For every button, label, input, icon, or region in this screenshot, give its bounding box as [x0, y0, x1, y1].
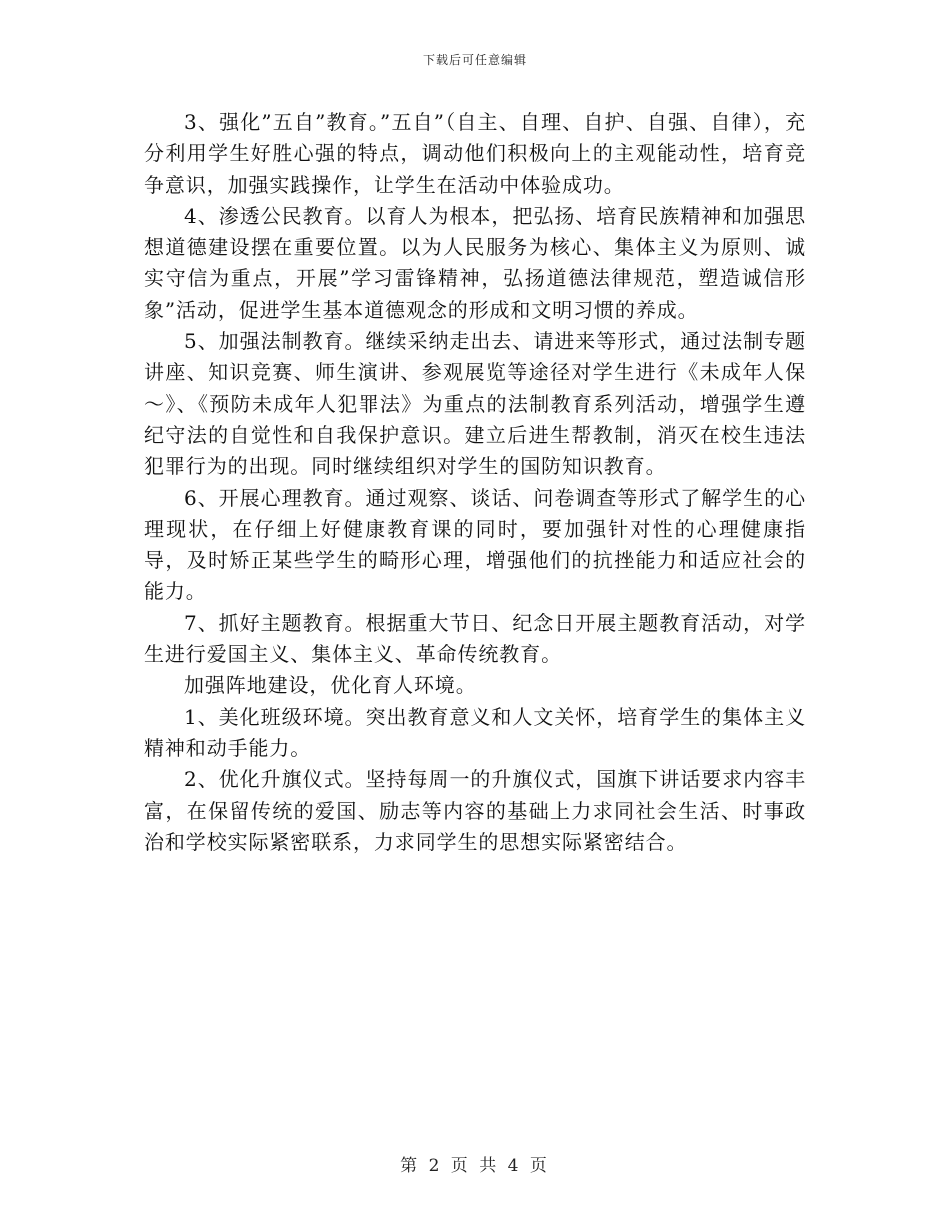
- paragraph-civic-education: 4、渗透公民教育。以育人为根本，把弘扬、培育民族精神和加强思想道德建设摆在重要位置。以为人民服务为核心、集体主义为原则、诚实守信为重点，开展”学习雷锋精神，弘扬道德法律规范，塑造诚信形象”活动，促进学生基本道德观念的形成和文明习惯的养成。: [144, 203, 806, 322]
- document-body: [144, 107, 806, 858]
- paragraph-theme-education: 7、抓好主题教育。根据重大节日、纪念日开展主题教育活动，对学生进行爱国主义、集体主义、革命传统教育。: [144, 610, 806, 667]
- paragraph-legal-education: 5、加强法制教育。继续采纳走出去、请进来等形式，通过法制专题讲座、知识竞赛、师生演讲、参观展览等途径对学生进行《未成年人保～》、《预防未成年人犯罪法》为重点的法制教育系列活动，增强学生遵纪守法的自觉性和自我保护意识。建立后进生帮教制，消灭在校生违法犯罪行为的出现。同时继续组织对学生的国防知识教育。: [144, 329, 806, 479]
- page-header: 下载后可任意编辑: [422, 53, 527, 67]
- paragraph-five-self-education: 3、强化”五自”教育。”五自”（自主、自理、自护、自强、自律），充分利用学生好胜心强的特点，调动他们积极向上的主观能动性，培育竞争意识，加强实践操作，让学生在活动中体验成功。: [144, 110, 806, 197]
- paragraph-flag-ceremony: 2、优化升旗仪式。坚持每周一的升旗仪式，国旗下讲话要求内容丰富，在保留传统的爱国、励志等内容的基础上力求同社会生活、时事政治和学校实际紧密联系，力求同学生的思想实际紧密结合。: [144, 767, 806, 854]
- paragraph-class-environment: 1、美化班级环境。突出教育意义和人文关怀，培育学生的集体主义精神和动手能力。: [144, 704, 806, 760]
- paragraph-psychological-education: 6、开展心理教育。通过观察、谈话、问卷调查等形式了解学生的心理现状，在仔细上好健康教育课的同时，要加强针对性的心理健康指导，及时矫正某些学生的畸形心理，增强他们的抗挫能力和适应社会的能力。: [144, 485, 806, 604]
- page-number-footer: 第 2 页 共 4 页: [400, 1156, 550, 1176]
- section-heading-environment: 加强阵地建设，优化育人环境。: [184, 673, 477, 698]
